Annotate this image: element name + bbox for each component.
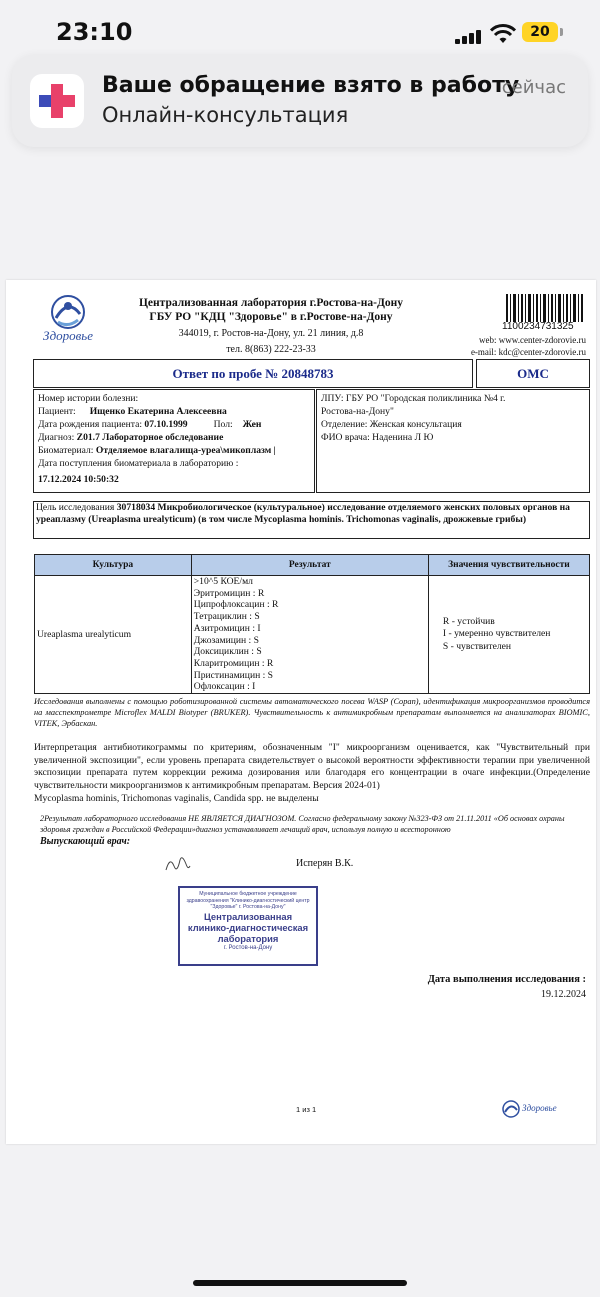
lab-address: 344019, г. Ростов-на-Дону, ул. 21 линия, д.8 xyxy=(178,328,364,339)
contact-info xyxy=(471,334,586,358)
patient-name: Ищенко Екатерина Алексеевна xyxy=(89,406,227,417)
lab-report-document xyxy=(6,280,596,1144)
answer-title-box xyxy=(33,359,473,388)
lab-title xyxy=(106,296,436,324)
wifi-icon xyxy=(490,24,516,44)
lab-title-line-1: Централизованная лаборатория г.Ростова-на-Дону xyxy=(138,297,404,309)
purpose-label: Цель исследования xyxy=(36,502,115,513)
answer-title: Ответ по пробе № 20848783 xyxy=(172,366,334,381)
logo-text: Здоровье xyxy=(42,328,93,343)
payment-type-box xyxy=(476,359,590,388)
purpose-box xyxy=(33,501,590,539)
status-bar xyxy=(0,0,600,62)
legend-line: I - умеренно чувствителен xyxy=(442,628,551,640)
battery-tip xyxy=(560,28,563,36)
table-row xyxy=(35,576,590,694)
footer-logo-icon xyxy=(500,1098,522,1120)
patient-row xyxy=(38,405,310,418)
battery-icon: 20 xyxy=(522,22,558,42)
result-line: Тетрациклин : S xyxy=(193,611,260,623)
result-line: Азитромицин : I xyxy=(193,622,261,634)
biomaterial-label: Биоматериал: xyxy=(38,445,94,456)
result-line: Кларитромицин : R xyxy=(193,657,274,669)
interpretation-text: Интерпретация антибиотикограммы по критериям, обозначенным "I" микроорганизм оценивается, как "Чувствительный при увеличенной экспозиции", если уровень препарата свидетельствует о высокой вероятности эффективности терапии при увеличенной экспозиции препарата путем коррекции режима дозирования или благодаря его концентрации в очаге инфекции.(Определение чувствительности микроорганизмов к антимикробным препаратам. Версия 2024-01) xyxy=(34,742,590,791)
legend-line: S - чувствителен xyxy=(442,640,512,652)
clinic-lpu: ЛПУ: ГБУ РО "Городская поликлиника №4 г. Ростова-на-Дону" xyxy=(321,393,506,417)
payment-type: ОМС xyxy=(517,366,549,381)
result-line: Джозамицин : S xyxy=(193,634,259,646)
history-label: Номер истории болезни: xyxy=(38,393,139,404)
home-indicator[interactable] xyxy=(193,1280,407,1286)
email: e-mail: kdc@center-zdorovie.ru xyxy=(470,347,586,357)
sex-label: Пол: xyxy=(213,419,233,430)
biomaterial-value: Отделяемое влагалища-уреа\микоплазм | xyxy=(95,445,276,456)
lab-stamp xyxy=(178,886,318,966)
result-line: Офлоксацин : I xyxy=(193,681,256,693)
patient-info-box xyxy=(33,389,315,493)
lab-title-line-2: ГБУ РО "КДЦ "Здоровье" в г.Ростове-на-Дону xyxy=(149,311,393,323)
result-line: Ципрофлоксацин : R xyxy=(193,599,279,611)
legend-line: R - устойчив xyxy=(442,615,495,627)
lab-phone: тел. 8(863) 222-23-33 xyxy=(226,344,316,355)
result-line: Эритромицин : R xyxy=(193,587,265,599)
completion-date: 19.12.2024 xyxy=(541,989,586,1000)
received-value: 17.12.2024 10:50:32 xyxy=(38,474,119,485)
dob-row xyxy=(38,418,310,431)
notification-title: Ваше обращение взято в работу xyxy=(102,73,520,98)
clinic-info-box xyxy=(316,389,590,493)
notification-time: сейчас xyxy=(501,77,566,98)
header-culture: Культура xyxy=(35,555,192,576)
footer-logo-text: Здоровье xyxy=(522,1103,557,1113)
status-time: 23:10 xyxy=(56,18,133,46)
header-result: Результат xyxy=(191,555,428,576)
sex-value: Жен xyxy=(242,419,262,430)
stamp-small-text: Муниципальное бюджетное учреждение здравоохранения "Клинико-диагностический центр "Здоровье" г. Ростова-на-Дону" xyxy=(186,891,310,910)
lab-address-block xyxy=(106,326,436,358)
not-found-text: Mycoplasma hominis, Trichomonas vaginalis, Candida spp. не выделены xyxy=(34,793,319,804)
page-number: 1 из 1 xyxy=(296,1105,317,1114)
signature-icon xyxy=(162,854,192,876)
diagnosis-label: Диагноз: xyxy=(38,432,75,443)
stamp-city: г. Ростов-на-Дону xyxy=(223,944,273,951)
notification-banner[interactable] xyxy=(12,55,588,147)
dob-value: 07.10.1999 xyxy=(144,419,188,430)
dob-label: Дата рождения пациента: xyxy=(38,419,143,430)
disclaimer: 2Результат лабораторного исследования НЕ ЯВЛЯЕТСЯ ДИАГНОЗОМ. Согласно федеральному закону №323-ФЗ от 21.11.2011 «Об основах охраны здоровья граждан в Российской Федерации»диагноз устанавливает лечащий врач, используя полную и всесторонною xyxy=(40,814,565,834)
stamp-big-text-1: Централизованная xyxy=(203,910,293,922)
culture-cell: Ureaplasma urealyticum xyxy=(35,576,192,694)
patient-label: Пациент: xyxy=(38,406,76,417)
notification-body: Онлайн-консультация xyxy=(102,103,349,127)
methods-note: Исследования выполнены с помощью роботизированной системы автоматического посева WASP (Copan), идентификация микроорганизмов проводится на масспектрометре Microflex MALDI Biotyper (BRUKER). Чувствительность к антимикробным препаратам выполняется на анализаторах BIOMIC, VITEK, Эрбаскан. xyxy=(34,697,590,728)
results-header-row xyxy=(35,555,590,576)
header-sensitivity: Значения чувствительности xyxy=(428,555,589,576)
issuing-doctor-label: Выпускающий врач: xyxy=(40,836,131,847)
legend-cell xyxy=(428,576,589,694)
purpose-code: 30718034 xyxy=(116,502,156,513)
stamp-big-text-2: клинико-диагностическая xyxy=(187,921,309,933)
website: web: www.center-zdorovie.ru xyxy=(479,335,586,345)
stamp-big-text-3: лаборатория xyxy=(217,932,279,944)
result-line: Доксициклин : S xyxy=(193,646,262,658)
received-label: Дата поступления биоматериала в лабораторию : xyxy=(38,458,239,469)
cellular-signal-icon xyxy=(455,28,487,44)
doctor-name: Исперян В.К. xyxy=(296,858,354,869)
result-line: Пристинамицин : S xyxy=(193,669,274,681)
completion-label: Дата выполнения исследования : xyxy=(427,974,586,985)
result-line: >10^5 КОЕ/мл xyxy=(193,576,253,587)
barcode-icon xyxy=(506,294,584,322)
barcode-number: 1100234731325 xyxy=(502,321,574,332)
diagnosis-row xyxy=(38,431,310,444)
biomaterial-row xyxy=(38,444,310,457)
clinic-doctor: ФИО врача: Наденина Л Ю xyxy=(321,432,434,443)
diagnosis-value: Z01.7 Лабораторное обследование xyxy=(76,432,224,443)
purpose-text: Микробиологическое (культуральное) исследование отделяемого женских половых органов на уреаплазму (Ureaplasma urealyticum) (в том числе Mycoplasma hominis. Trichomonas vaginalis, дрожжевые грибы) xyxy=(36,502,570,525)
clinic-department: Отделение: Женская консультация xyxy=(321,419,462,430)
result-cell xyxy=(191,576,428,694)
app-icon xyxy=(30,74,84,128)
results-table xyxy=(34,554,590,694)
